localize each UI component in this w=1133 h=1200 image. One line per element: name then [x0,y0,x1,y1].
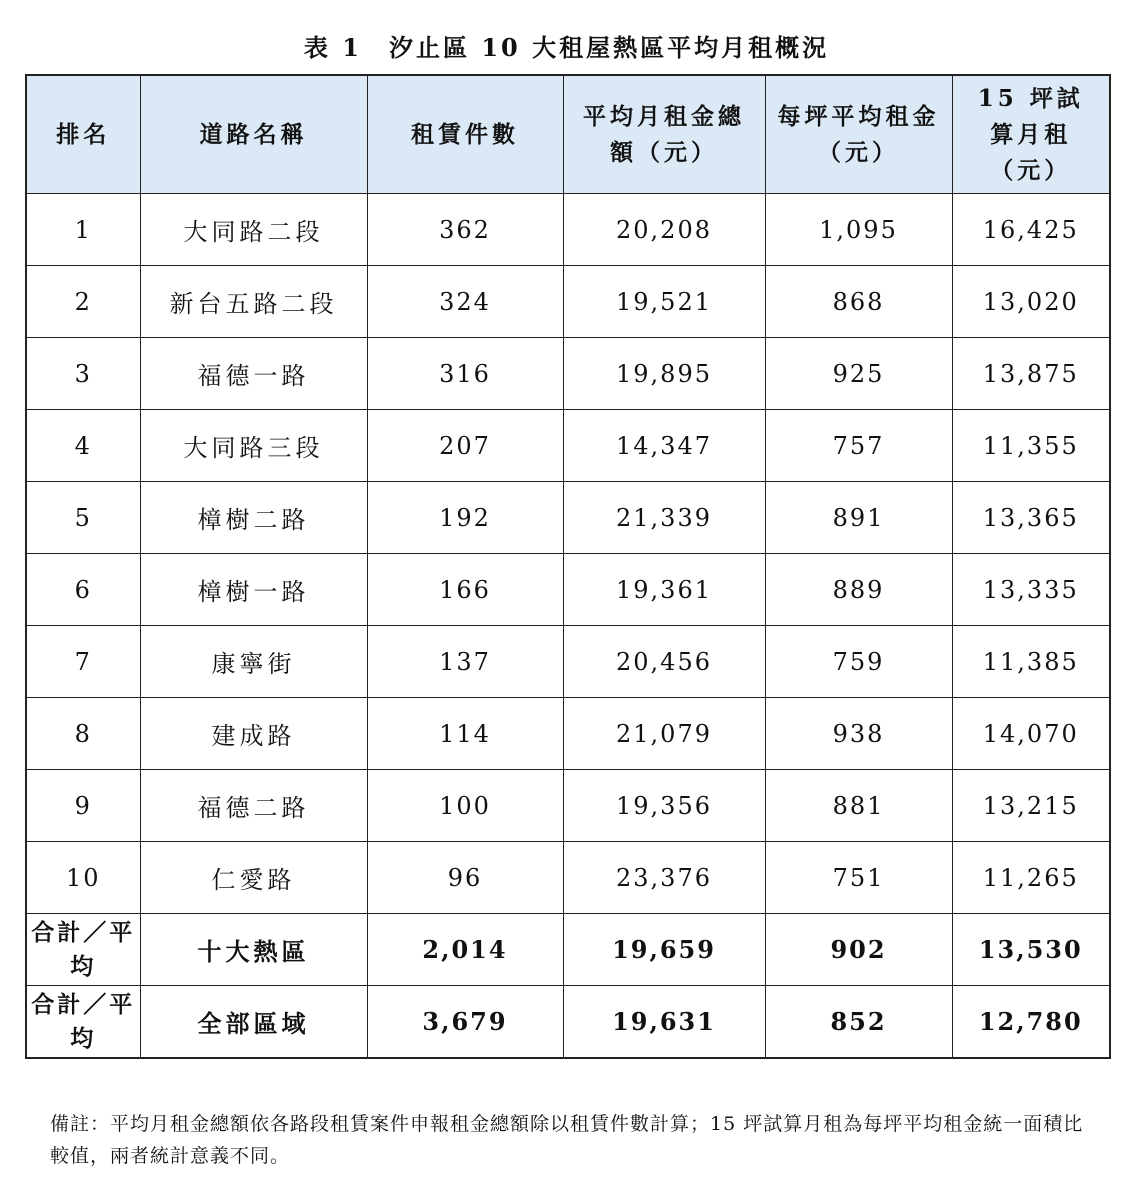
cell-15ping-rent: 13,020 [952,266,1110,338]
header-avg-monthly-rent-label: 平均月租金總額（元） [583,102,745,166]
cell-lease-count: 166 [367,554,563,626]
cell-road-name: 建成路 [140,698,367,770]
cell-road-name: 福德二路 [140,770,367,842]
cell-lease-count: 137 [367,626,563,698]
table-row [26,194,1110,266]
table-row [26,266,1110,338]
cell-lease-count: 114 [367,698,563,770]
header-15ping-rent-label: 15 坪試算月租（元） [977,84,1084,184]
table-row [26,842,1110,914]
cell-road-name: 全部區域 [140,986,367,1059]
cell-15ping-rent: 12,780 [952,986,1110,1059]
cell-rank: 9 [26,770,140,842]
cell-avg-monthly-rent: 19,361 [563,554,765,626]
cell-rank: 3 [26,338,140,410]
cell-lease-count: 2,014 [367,914,563,986]
table-row [26,698,1110,770]
cell-per-ping-rent: 868 [765,266,952,338]
footnote: 備註：平均月租金總額依各路段租賃案件申報租金總額除以租賃件數計算；15 坪試算月租為每坪平均租金統一面積比較值，兩者統計意義不同。 [50,1113,1084,1167]
rent-table [25,74,1111,1059]
cell-avg-monthly-rent: 21,079 [563,698,765,770]
cell-15ping-rent: 13,875 [952,338,1110,410]
cell-rank: 2 [26,266,140,338]
cell-road-name: 樟樹一路 [140,554,367,626]
cell-rank: 5 [26,482,140,554]
header-per-ping-rent [765,75,952,194]
cell-per-ping-rent: 891 [765,482,952,554]
cell-per-ping-rent: 925 [765,338,952,410]
table-row [26,770,1110,842]
cell-rank: 8 [26,698,140,770]
header-15ping-rent [952,75,1110,194]
cell-road-name: 樟樹二路 [140,482,367,554]
cell-road-name: 康寧街 [140,626,367,698]
cell-rank: 合計／平均 [26,914,140,986]
cell-avg-monthly-rent: 19,521 [563,266,765,338]
cell-rank: 1 [26,194,140,266]
table-row [26,410,1110,482]
cell-lease-count: 362 [367,194,563,266]
cell-avg-monthly-rent: 19,631 [563,986,765,1059]
cell-15ping-rent: 11,265 [952,842,1110,914]
cell-avg-monthly-rent: 23,376 [563,842,765,914]
cell-per-ping-rent: 889 [765,554,952,626]
cell-15ping-rent: 13,335 [952,554,1110,626]
table-body [26,194,1110,914]
table-footer [26,914,1110,1059]
header-road-name: 道路名稱 [140,75,367,194]
table-row [26,482,1110,554]
cell-avg-monthly-rent: 19,659 [563,914,765,986]
table-row [26,626,1110,698]
cell-road-name: 仁愛路 [140,842,367,914]
cell-avg-monthly-rent: 14,347 [563,410,765,482]
cell-road-name: 十大熱區 [140,914,367,986]
cell-road-name: 大同路二段 [140,194,367,266]
cell-road-name: 新台五路二段 [140,266,367,338]
header-avg-monthly-rent [563,75,765,194]
cell-road-name: 大同路三段 [140,410,367,482]
cell-15ping-rent: 13,530 [952,914,1110,986]
cell-per-ping-rent: 881 [765,770,952,842]
cell-lease-count: 96 [367,842,563,914]
cell-lease-count: 192 [367,482,563,554]
header-lease-count: 租賃件數 [367,75,563,194]
cell-avg-monthly-rent: 20,208 [563,194,765,266]
cell-avg-monthly-rent: 20,456 [563,626,765,698]
cell-per-ping-rent: 757 [765,410,952,482]
cell-lease-count: 324 [367,266,563,338]
header-row [26,75,1110,194]
cell-per-ping-rent: 938 [765,698,952,770]
header-per-ping-rent-label: 每坪平均租金（元） [777,102,940,166]
cell-rank: 10 [26,842,140,914]
cell-per-ping-rent: 751 [765,842,952,914]
cell-lease-count: 207 [367,410,563,482]
table-row [26,338,1110,410]
cell-15ping-rent: 11,385 [952,626,1110,698]
cell-avg-monthly-rent: 19,895 [563,338,765,410]
cell-rank: 7 [26,626,140,698]
cell-avg-monthly-rent: 19,356 [563,770,765,842]
cell-per-ping-rent: 902 [765,914,952,986]
cell-15ping-rent: 16,425 [952,194,1110,266]
cell-15ping-rent: 13,365 [952,482,1110,554]
cell-lease-count: 100 [367,770,563,842]
cell-15ping-rent: 11,355 [952,410,1110,482]
cell-15ping-rent: 13,215 [952,770,1110,842]
table-row [26,554,1110,626]
cell-lease-count: 316 [367,338,563,410]
cell-rank: 4 [26,410,140,482]
cell-road-name: 福德一路 [140,338,367,410]
table-title: 表 1 汐止區 10 大租屋熱區平均月租概況 [303,33,830,62]
cell-rank: 6 [26,554,140,626]
cell-per-ping-rent: 852 [765,986,952,1059]
cell-avg-monthly-rent: 21,339 [563,482,765,554]
total-row [26,914,1110,986]
cell-rank: 合計／平均 [26,986,140,1059]
cell-lease-count: 3,679 [367,986,563,1059]
header-rank: 排名 [26,75,140,194]
cell-15ping-rent: 14,070 [952,698,1110,770]
cell-per-ping-rent: 1,095 [765,194,952,266]
total-row [26,986,1110,1059]
cell-per-ping-rent: 759 [765,626,952,698]
